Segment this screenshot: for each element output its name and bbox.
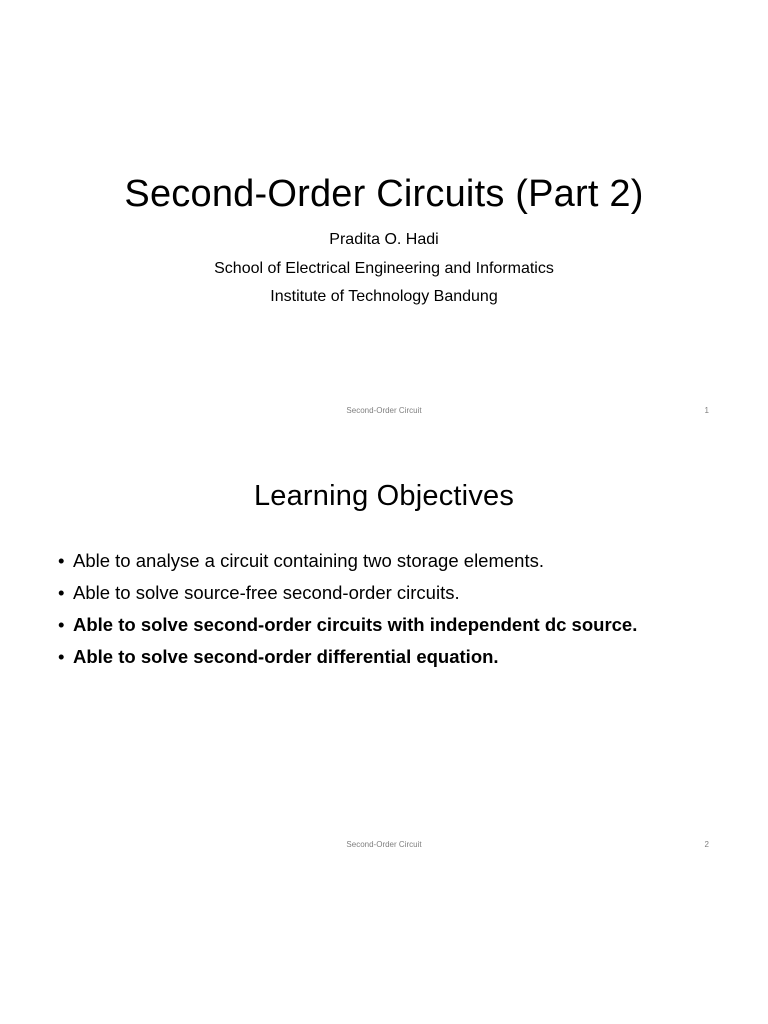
page-number: 2 [704, 840, 709, 849]
slide-2 [0, 432, 768, 864]
list-item [58, 577, 637, 609]
list-item-text: Able to solve source-free second-order circuits. [73, 582, 460, 603]
list-item-text: Able to analyse a circuit containing two storage elements. [73, 550, 544, 571]
school-name: School of Electrical Engineering and Informatics [214, 259, 554, 277]
list-item [58, 641, 637, 673]
list-item [58, 609, 637, 641]
slide-subtitle [0, 226, 768, 312]
slide-footer: Second-Order Circuit [346, 840, 422, 849]
institute-name: Institute of Technology Bandung [270, 288, 498, 305]
list-item [58, 545, 637, 577]
objectives-list [58, 545, 637, 673]
author-name: Pradita O. Hadi [329, 231, 439, 248]
bullet-icon: • [58, 582, 65, 603]
slide-title: Second-Order Circuits (Part 2) [124, 173, 644, 215]
bullet-icon: • [58, 614, 65, 635]
bullet-icon: • [58, 550, 65, 571]
page-number: 1 [704, 406, 709, 415]
list-item-text: Able to solve second-order circuits with independent dc source. [73, 614, 638, 635]
slide-1 [0, 0, 768, 432]
bullet-icon: • [58, 646, 65, 667]
list-item-text: Able to solve second-order differential equation. [73, 646, 499, 667]
slide-footer: Second-Order Circuit [346, 406, 422, 415]
slide-title: Learning Objectives [253, 480, 515, 512]
